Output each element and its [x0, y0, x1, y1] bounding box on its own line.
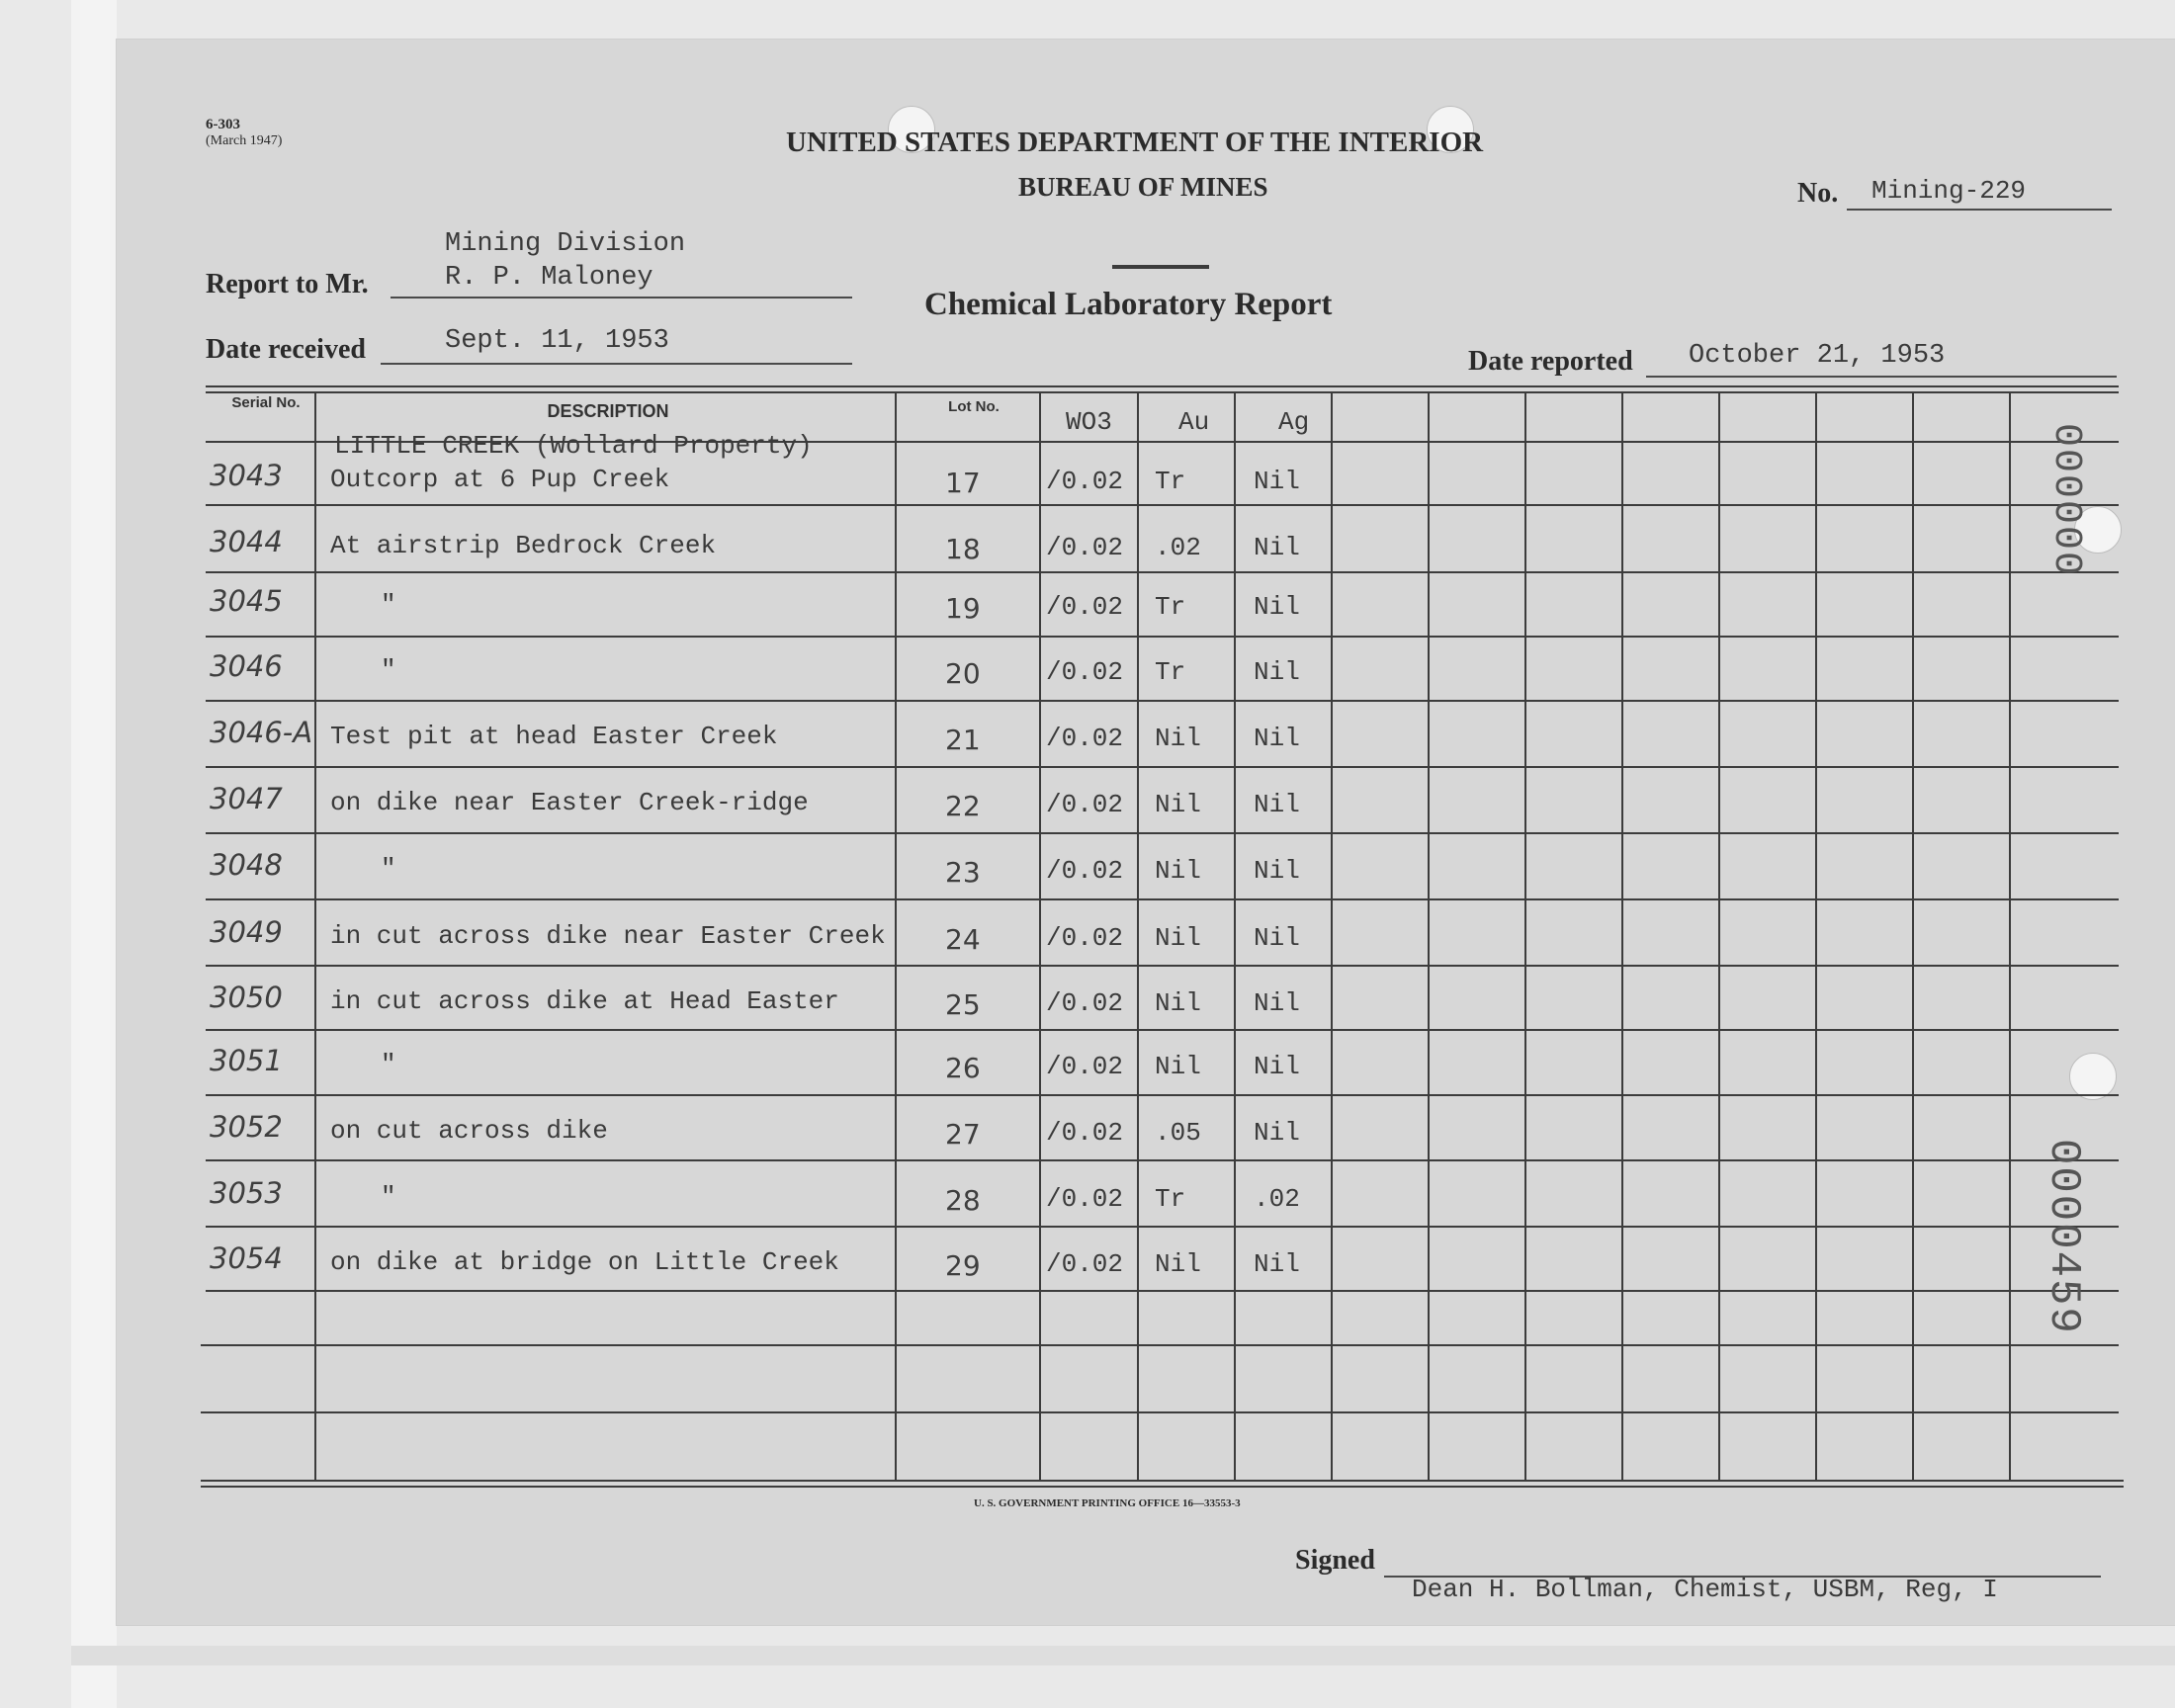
au-value: .02	[1155, 533, 1201, 562]
date-reported-value: October 21, 1953	[1689, 341, 1946, 371]
report-to-division: Mining Division	[445, 229, 686, 259]
ag-value: Nil	[1254, 923, 1300, 953]
punch-hole-icon	[2069, 1053, 2117, 1100]
lot-number: 18	[945, 533, 981, 565]
wo3-value: /0.02	[1046, 1052, 1124, 1081]
date-reported-label: Date reported	[1468, 346, 1633, 377]
lot-number: 24	[945, 923, 981, 956]
ag-value: Nil	[1254, 1052, 1300, 1081]
date-received-underline	[381, 363, 852, 365]
bureau-title: BUREAU OF MINES	[1018, 172, 1268, 202]
row-rule	[206, 504, 2119, 506]
signed-value: Dean H. Bollman, Chemist, USBM, Reg, I	[1412, 1575, 1998, 1604]
lot-number: 28	[945, 1184, 981, 1217]
serial-number: 3047	[210, 782, 283, 815]
sample-description: "	[381, 1050, 396, 1079]
au-value: Tr	[1155, 1184, 1186, 1214]
col-header-description: DESCRIPTION	[547, 401, 669, 421]
lot-number: 29	[945, 1249, 981, 1282]
row-rule	[206, 571, 2119, 573]
table-bottom-rule	[201, 1480, 2124, 1482]
col-header-ag: Ag	[1278, 407, 1310, 437]
sample-description: Outcorp at 6 Pup Creek	[330, 465, 670, 494]
wo3-value: /0.02	[1046, 790, 1124, 819]
sample-description: "	[381, 1182, 396, 1212]
wo3-value: /0.02	[1046, 724, 1124, 753]
serial-number: 3050	[210, 981, 283, 1014]
ag-value: Nil	[1254, 592, 1300, 622]
accession-stamp-lower: 0000459	[2039, 1139, 2088, 1335]
title-rule	[1112, 265, 1209, 269]
serial-number: 3046-A	[210, 716, 313, 749]
ag-value: Nil	[1254, 467, 1300, 496]
wo3-value: /0.02	[1046, 1184, 1124, 1214]
serial-number: 3043	[210, 459, 283, 492]
ag-value: Nil	[1254, 657, 1300, 687]
form-number: 6-303	[206, 117, 240, 132]
sample-description: "	[381, 854, 396, 884]
printer-line: U. S. GOVERNMENT PRINTING OFFICE 16—33553-3	[974, 1497, 1241, 1509]
col-header-wo3: WO3	[1066, 407, 1112, 437]
serial-number: 3046	[210, 649, 283, 683]
au-value: Nil	[1155, 988, 1201, 1018]
serial-number: 3053	[210, 1176, 283, 1210]
date-reported-underline	[1646, 376, 2117, 378]
report-to-name: R. P. Maloney	[445, 263, 653, 293]
wo3-value: /0.02	[1046, 923, 1124, 953]
sample-description: on cut across dike	[330, 1116, 608, 1146]
row-rule	[206, 1290, 2119, 1292]
col-header-au: Au	[1178, 407, 1210, 437]
ag-value: Nil	[1254, 724, 1300, 753]
report-title: Chemical Laboratory Report	[924, 287, 1333, 322]
sample-description: Test pit at head Easter Creek	[330, 722, 778, 751]
ag-value: .02	[1254, 1184, 1300, 1214]
wo3-value: /0.02	[1046, 533, 1124, 562]
serial-number: 3049	[210, 915, 283, 949]
row-rule	[206, 898, 2119, 900]
table-top-rule	[206, 385, 2119, 387]
au-value: .05	[1155, 1118, 1201, 1148]
row-rule	[206, 766, 2119, 768]
accession-stamp-upper: 000000	[2044, 423, 2088, 578]
date-received-label: Date received	[206, 334, 366, 365]
au-value: Tr	[1155, 592, 1186, 622]
lot-number: 26	[945, 1052, 981, 1084]
report-no-underline	[1847, 209, 2112, 211]
row-rule	[206, 832, 2119, 834]
serial-number: 3048	[210, 848, 283, 882]
report-to-label: Report to Mr.	[206, 269, 369, 299]
sample-description: on dike near Easter Creek-ridge	[330, 788, 809, 817]
serial-number: 3052	[210, 1110, 283, 1144]
serial-number: 3045	[210, 584, 283, 618]
au-value: Tr	[1155, 657, 1186, 687]
wo3-value: /0.02	[1046, 467, 1124, 496]
lot-number: 19	[945, 592, 981, 625]
report-no-value: Mining-229	[1871, 176, 2027, 206]
wo3-value: /0.02	[1046, 856, 1124, 886]
table-top-rule	[206, 391, 2119, 393]
col-header-lot: Lot No.	[948, 398, 1000, 415]
signed-label: Signed	[1295, 1545, 1375, 1576]
au-value: Nil	[1155, 790, 1201, 819]
table-bottom-rule	[201, 1486, 2124, 1488]
wo3-value: /0.02	[1046, 657, 1124, 687]
ag-value: Nil	[1254, 1249, 1300, 1279]
lot-number: 20	[945, 657, 981, 690]
lot-number: 25	[945, 988, 981, 1021]
form-edition: (March 1947)	[206, 133, 283, 148]
wo3-value: /0.02	[1046, 988, 1124, 1018]
sample-description: "	[381, 590, 396, 620]
row-rule	[206, 636, 2119, 638]
serial-number: 3051	[210, 1044, 283, 1077]
agency-title: UNITED STATES DEPARTMENT OF THE INTERIOR	[786, 127, 1484, 158]
lot-number: 22	[945, 790, 981, 822]
au-value: Nil	[1155, 1052, 1201, 1081]
sample-description: "	[381, 655, 396, 685]
row-rule	[206, 965, 2119, 967]
ag-value: Nil	[1254, 856, 1300, 886]
serial-number: 3044	[210, 525, 283, 558]
row-rule	[206, 1226, 2119, 1228]
lot-number: 17	[945, 467, 981, 499]
serial-number: 3054	[210, 1241, 283, 1275]
lot-number: 23	[945, 856, 981, 889]
wo3-value: /0.02	[1046, 1118, 1124, 1148]
row-rule	[206, 1029, 2119, 1031]
ag-value: Nil	[1254, 988, 1300, 1018]
au-value: Nil	[1155, 856, 1201, 886]
wo3-value: /0.02	[1046, 1249, 1124, 1279]
row-rule	[206, 700, 2119, 702]
col-header-serial: Serial No.	[231, 394, 301, 411]
scan-margin	[71, 0, 117, 1708]
sample-description: on dike at bridge on Little Creek	[330, 1247, 839, 1277]
lot-number: 27	[945, 1118, 981, 1151]
sample-description: At airstrip Bedrock Creek	[330, 531, 717, 560]
au-value: Nil	[1155, 923, 1201, 953]
wo3-value: /0.02	[1046, 592, 1124, 622]
ag-value: Nil	[1254, 533, 1300, 562]
au-value: Tr	[1155, 467, 1186, 496]
group-heading: LITTLE CREEK (Wollard Property)	[334, 431, 813, 461]
report-to-underline	[391, 297, 852, 299]
row-rule	[206, 1094, 2119, 1096]
au-value: Nil	[1155, 1249, 1201, 1279]
ag-value: Nil	[1254, 1118, 1300, 1148]
ag-value: Nil	[1254, 790, 1300, 819]
date-received-value: Sept. 11, 1953	[445, 326, 669, 356]
sample-description: in cut across dike near Easter Creek	[330, 921, 886, 951]
report-no-label: No.	[1797, 178, 1839, 209]
sample-description: in cut across dike at Head Easter	[330, 986, 839, 1016]
au-value: Nil	[1155, 724, 1201, 753]
row-rule	[206, 1159, 2119, 1161]
lot-number: 21	[945, 724, 981, 756]
scan-bottom-band	[71, 1646, 2175, 1665]
